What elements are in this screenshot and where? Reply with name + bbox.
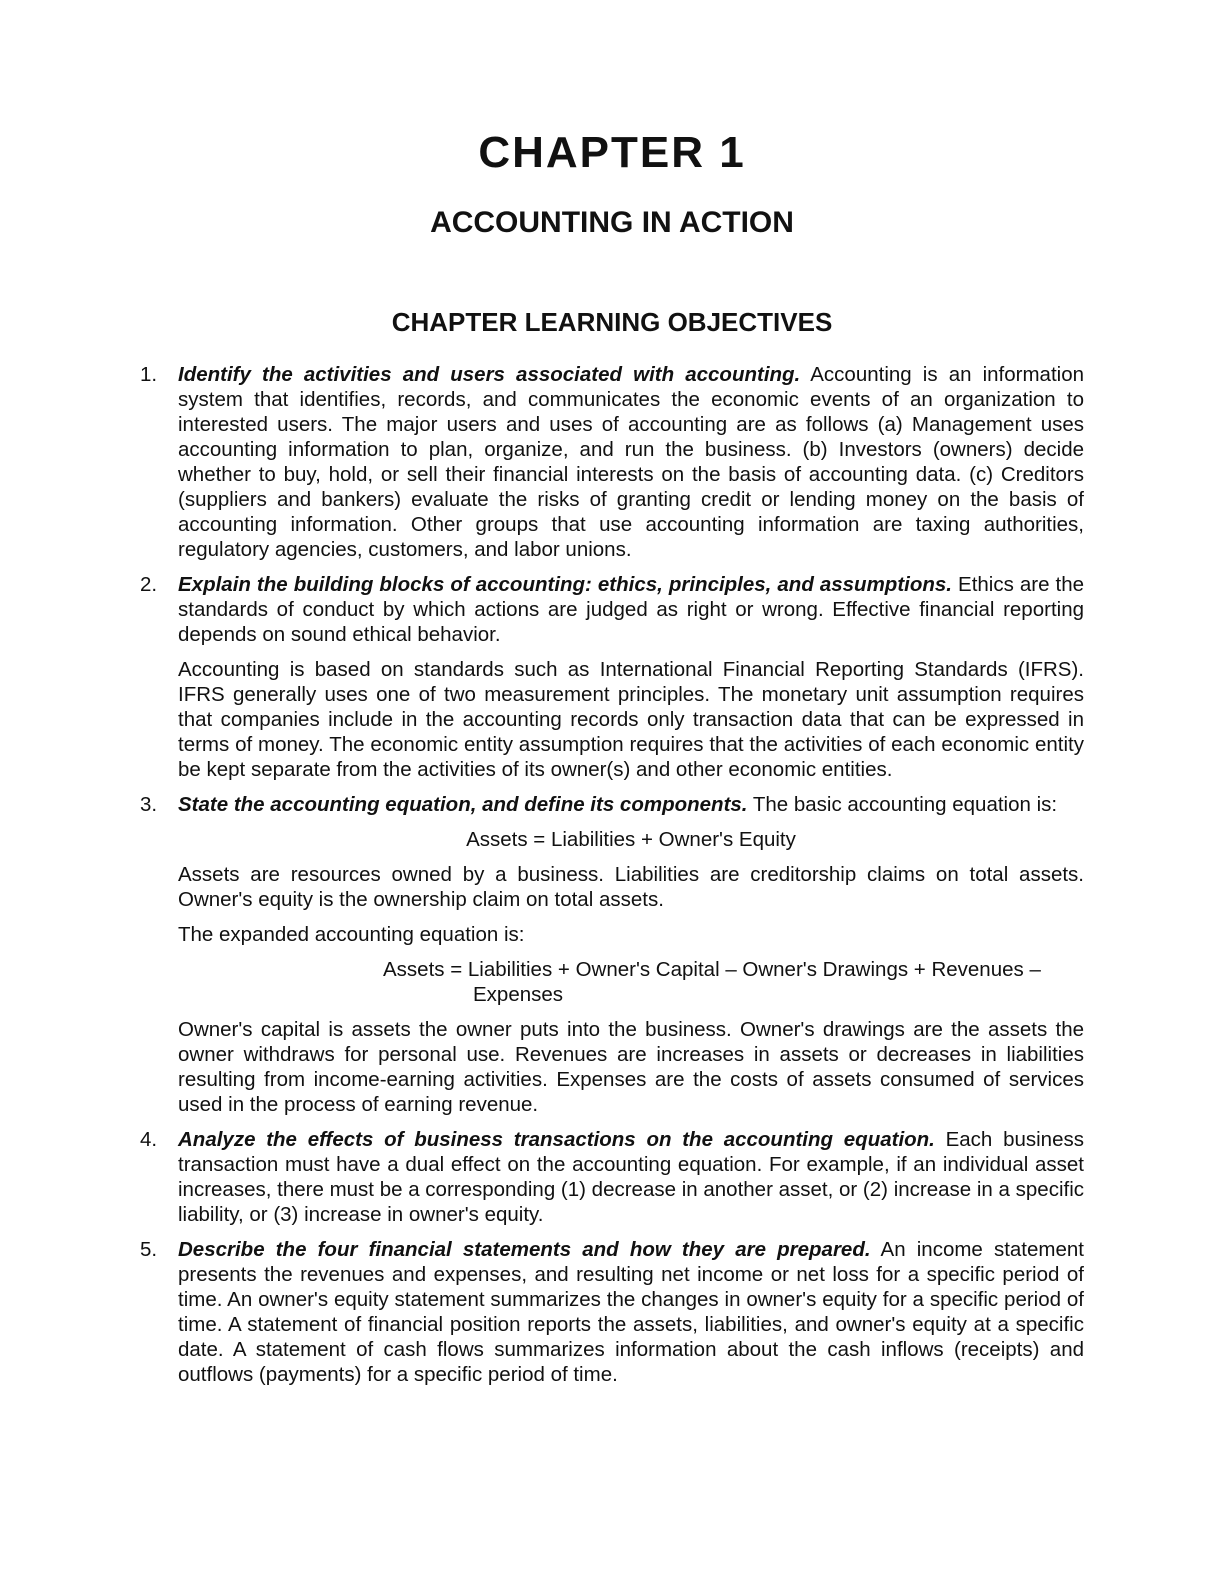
objective-lead: Identify the activities and users associated with accounting. [178, 363, 801, 386]
chapter-title: ACCOUNTING IN ACTION [430, 206, 794, 239]
objective-4 [140, 1127, 1084, 1227]
objective-lead: Explain the building blocks of accounting: ethics, principles, and assumptions. [178, 573, 952, 596]
objective-number: 2. [140, 573, 158, 596]
expanded-equation-line1: Assets = Liabilities + Owner's Capital – Owner's Drawings + Revenues – [383, 958, 1041, 981]
objectives-list [140, 362, 1084, 1397]
objective-text: Accounting is an information system that identifies, records, and communicates the economic events of an organization to interested users. The major users and uses of accounting are as follows (a) Management uses accounting information to plan, organize, and run the business. (b) Investors (owners) decide whether to buy, hold, or sell their financial interests on the basis of accounting data. (c) Creditors (suppliers and bankers) evaluate the risks of granting credit or lending money on the basis of accounting information. Other groups that use accounting information are taxing authorities, regulatory agencies, customers, and labor unions. [178, 363, 1085, 561]
objective-text: An income statement presents the revenues and expenses, and resulting net income or net loss for a specific period of time. An owner's equity statement summarizes the changes in owner's equity for a specific period of time. A statement of financial position reports the assets, liabilities, and owner's equity at a specific date. A statement of cash flows summarizes information about the cash inflows (receipts) and outflows (payments) for a specific period of time. [178, 1238, 1084, 1386]
chapter-heading: CHAPTER 1 [478, 128, 746, 177]
expanded-equation [178, 957, 1084, 1007]
objective-number: 4. [140, 1128, 158, 1151]
objective-paragraph: Accounting is based on standards such as International Financial Reporting Standards (IFRS). IFRS generally uses one of two measurement principles. The monetary unit assumption requires that companies include in the accounting records only transaction data that can be expressed in terms of money. The economic entity assumption requires that the activities of each economic entity be kept separate from the activities of its owner(s) and other economic entities. [178, 658, 1084, 781]
objective-number: 1. [140, 363, 158, 386]
objective-2 [140, 572, 1084, 782]
objective-text: The basic accounting equation is: [752, 793, 1058, 816]
objective-paragraph: Assets are resources owned by a business. Liabilities are creditorship claims on total assets. Owner's equity is the ownership claim on total assets. [178, 863, 1084, 911]
objective-number: 5. [140, 1238, 158, 1261]
objective-lead: Describe the four financial statements and how they are prepared. [178, 1238, 871, 1261]
basic-equation: Assets = Liabilities + Owner's Equity [466, 828, 796, 851]
objective-paragraph: Owner's capital is assets the owner puts into the business. Owner's drawings are the assets the owner withdraws for personal use. Revenues are increases in assets or decreases in liabilities resulting from income-earning activities. Expenses are the costs of assets consumed of services used in the process of earning revenue. [178, 1018, 1084, 1116]
objective-text: Each business transaction must have a dual effect on the accounting equation. For example, if an individual asset increases, there must be a corresponding (1) decrease in another asset, or (2) increase in a specific liability, or (3) increase in owner's equity. [178, 1128, 1084, 1226]
section-heading: CHAPTER LEARNING OBJECTIVES [391, 307, 833, 337]
objective-paragraph: The expanded accounting equation is: [178, 923, 525, 946]
objective-3 [140, 792, 1084, 1117]
objective-lead: Analyze the effects of business transactions on the accounting equation. [178, 1128, 935, 1151]
objective-lead: State the accounting equation, and define its components. [178, 793, 748, 816]
objective-1 [140, 362, 1084, 562]
objective-5 [140, 1237, 1084, 1387]
objective-number: 3. [140, 793, 158, 816]
expanded-equation-line2: Expenses [473, 983, 564, 1006]
objective-text: Ethics are the standards of conduct by which actions are judged as right or wrong. Effective financial reporting depends on sound ethical behavior. [178, 573, 1084, 646]
